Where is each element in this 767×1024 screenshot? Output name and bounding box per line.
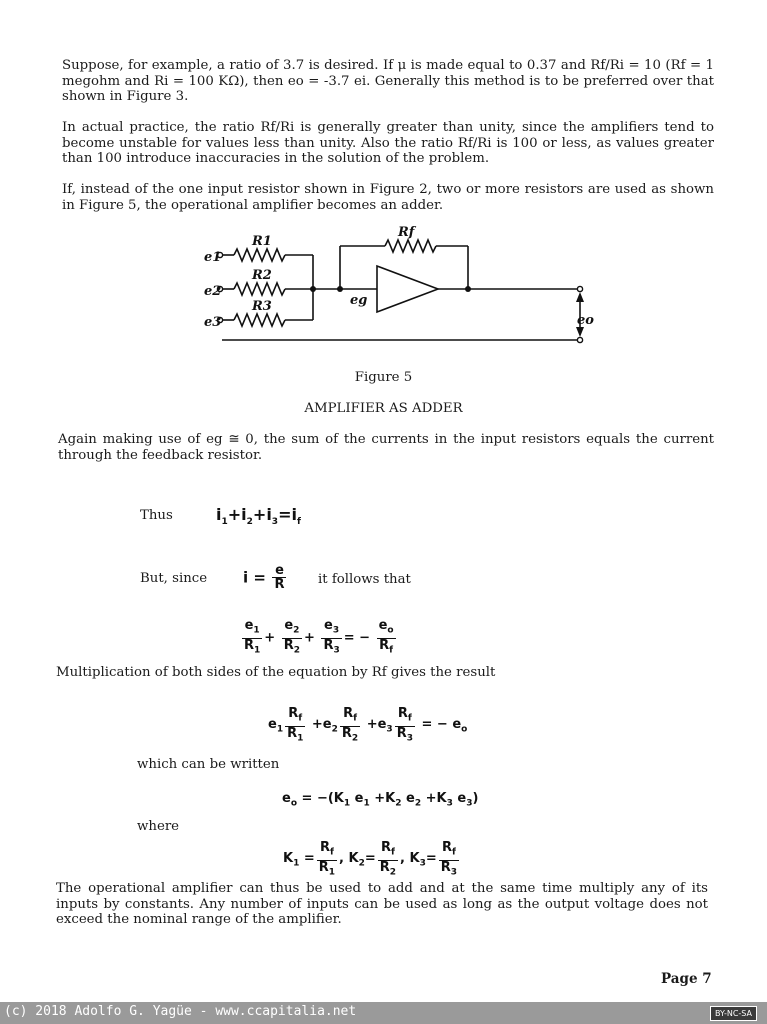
label-thus: Thus (140, 508, 173, 523)
label-but-since: But, since (140, 571, 208, 586)
paragraph-ratio-example: Suppose, for example, a ratio of 3.7 is desired. If μ is made equal to 0.37 and Rf/Ri = 10 (Rf = 1 megohm and Ri = 100 KΩ), then eo = -3.7 ei. Generally this method is to be preferred over that shown in Figure 3. (62, 58, 714, 104)
equation-ohm: i = $\frac{e}{R}$ (243, 563, 285, 592)
equation-sum: $\frac{e_1}{R_1}$ + $\frac{e_2}{R_2}$ + $\frac{e_3}{R_3}$ = − $\frac{e_o}{R_f}$ (244, 618, 394, 656)
label-where: where (137, 819, 180, 834)
label-which-can: which can be written (137, 757, 280, 772)
label-r1: R1 (252, 234, 272, 249)
paragraph-practice: In actual practice, the ratio Rf/Ri is generally greater than unity, since the amplifiers tend to become unstable for values less than unity. Also the ratio Rf/Ri is 100 or less, as values greater than 100 introduce inaccuracies in the solution of the problem. (62, 120, 714, 166)
paragraph-adder-intro: If, instead of the one input resistor shown in Figure 2, two or more resistors are used as shown in Figure 5, the operational amplifier becomes an adder. (62, 182, 714, 213)
paragraph-conclusion: The operational amplifier can thus be used to add and at the same time multiply any of its inputs by constants. Any number of inputs can be used as long as the output voltage does not exceed the nominal range of the amplifier. (56, 881, 708, 927)
label-e3: e3 (204, 315, 222, 330)
page-number: Page 7 (661, 971, 712, 987)
paragraph-multiplication: Multiplication of both sides of the equation by Rf gives the result (56, 665, 496, 680)
copyright-text: (c) 2018 Adolfo G. Yagüe - www.ccapitalia.net (4, 1004, 357, 1019)
label-it-follows: it follows that (318, 572, 411, 587)
label-r3: R3 (252, 299, 272, 314)
equation-currents: $i_1+i_2+i_3=i_f$ (216, 505, 301, 528)
label-e2: e2 (204, 284, 222, 299)
equation-written: $e_o = -(K_1$ $e_1 +K_2$ $e_2 +K_3$ $e_3$) (282, 791, 479, 809)
footer-bar (0, 1002, 767, 1024)
equation-result: $e_1$ $\frac{R_f}{R_1}$ $+e_2$ $\frac{R_f}{R_2}$ $+e_3$ $\frac{R_f}{R_3}$ = − $e_o$ (268, 706, 468, 744)
label-rf: Rf (398, 225, 415, 240)
equation-constants: $K_1$ = $\frac{R_f}{R_1}$ , $K_2=$ $\frac{R_f}{R_2}$ , $K_3=$ $\frac{R_f}{R_3}$ (283, 840, 458, 878)
paragraph-currents: Again making use of eg ≅ 0, the sum of the currents in the input resistors equals the current through the feedback resistor. (58, 432, 714, 463)
figure-caption: Figure 5 (354, 370, 413, 385)
label-r2: R2 (252, 268, 272, 283)
figure-5-circuit (190, 218, 610, 358)
label-eo: eo (577, 313, 594, 328)
figure-title: AMPLIFIER AS ADDER (304, 401, 463, 416)
label-e1: e1 (204, 250, 222, 265)
label-eg: eg (350, 293, 368, 308)
license-badge: BY-NC-SA (710, 1006, 757, 1021)
